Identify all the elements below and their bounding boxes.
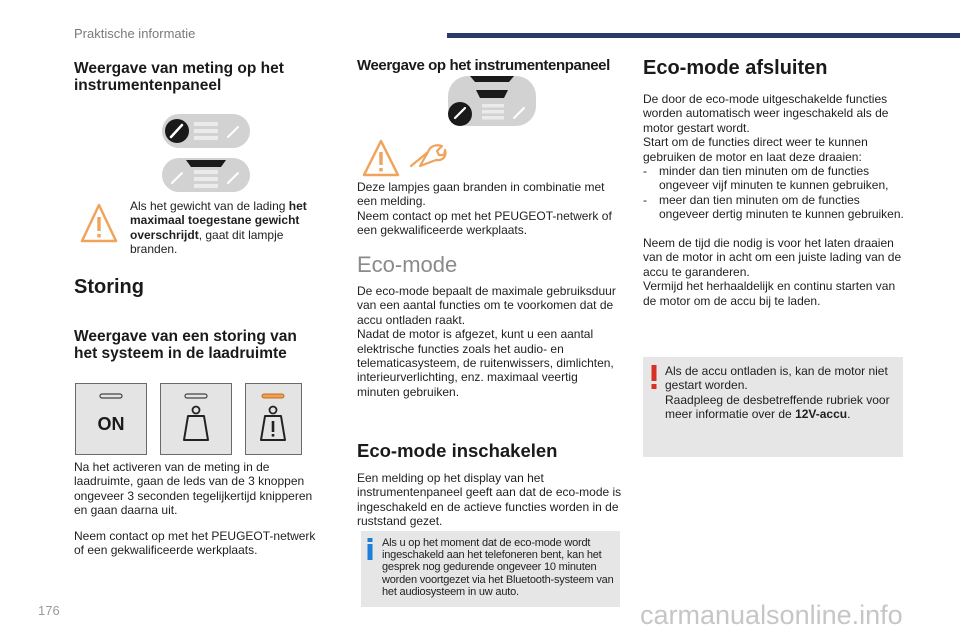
alert-icon <box>650 365 658 389</box>
afsluiten-list <box>643 164 905 222</box>
on-button-icon <box>75 383 147 455</box>
instrument-panel-alert-icon <box>446 74 538 128</box>
storing-title: Storing <box>74 276 144 298</box>
watermark: carmanualsonline.info <box>640 600 903 630</box>
eco-mode-inschakelen-para: Een melding op het display van het instrumentenpaneel geeft aan dat de eco-mode is ingeschakeld en de actieve functies worden in de ruststand gezet. <box>357 471 622 529</box>
section-title: Praktische informatie <box>74 26 196 41</box>
on-label: ON <box>97 414 125 434</box>
eco-mode-title: Eco-mode <box>357 252 458 277</box>
battery-note-text: Als de accu ontladen is, kan de motor niet gestart worden. Raadpleeg de desbetreffende rubriek voor meer informatie over de 12V-accu. <box>665 364 890 422</box>
heading-panel-display: Weergave op het instrumentenpaneel <box>357 57 610 74</box>
overload-warning-text: Als het gewicht van de lading het maximaal toegestane gewicht overschrijdt, gaat dit lampje branden. <box>130 199 307 257</box>
panel-para: Deze lampjes gaan branden in combinatie met een melding. Neem contact op met het PEUGEOT-netwerk of een gekwalificeerde werkplaats. <box>357 180 612 238</box>
wrench-icon <box>408 142 448 170</box>
eco-mode-para: De eco-mode bepaalt de maximale gebruiksduur van een aantal functies om te voorkomen dat de accu ontladen raakt. Nadat de motor is afgezet, kunt u een aantal elektrische functies zoals het audio- en telematicasysteem, de ruitenwissers, dimlichten, interieurverlichting, enz. maximaal veertig minuten gebruiken. <box>357 284 616 399</box>
eco-mode-afsluiten-title: Eco-mode afsluiten <box>643 57 828 79</box>
load-alert-button-icon <box>245 383 302 455</box>
afsluiten-para-2: Neem de tijd die nodig is voor het laten draaien van de motor in acht om een juiste lading van de accu te garanderen. Vermijd het herhaaldelijk en continu starten van de motor om de accu bij te laden. <box>643 236 902 308</box>
warning-icon <box>80 202 118 244</box>
instrument-panel-icon <box>160 112 252 196</box>
list-item: - meer dan tien minuten om de functies ongeveer dertig minuten te kunnen gebruiken. <box>643 192 904 222</box>
warning-icon <box>362 138 400 178</box>
info-note-text: Als u op het moment dat de eco-mode wordt ingeschakeld aan het telefoneren bent, kan het gesprek nog gedurende ongeveer 10 minuten worden voortgezet via het Bluetooth-systeem van het audiosysteem in uw auto. <box>382 537 614 598</box>
header-bar <box>447 33 960 38</box>
fault-para-2: Neem contact op met het PEUGEOT-netwerk of een gekwalificeerde werkplaats. <box>74 529 316 558</box>
load-weight-button-icon <box>160 383 232 455</box>
fault-para-1: Na het activeren van de meting in de laadruimte, gaan de leds van de 3 knoppen ongeveer 3 seconden tegelijkertijd knipperen en gaan daarna uit. <box>74 460 313 518</box>
heading-measurement-display: Weergave van meting op het instrumentenpaneel <box>74 60 284 94</box>
eco-mode-inschakelen-title: Eco-mode inschakelen <box>357 440 558 461</box>
afsluiten-para-1: De door de eco-mode uitgeschakelde functies worden automatisch weer ingeschakeld als de motor gestart wordt. Start om de functies direct weer te kunnen gebruiken de motor en laat deze draaien: <box>643 92 889 164</box>
heading-system-fault: Weergave van een storing van het systeem in de laadruimte <box>74 328 297 362</box>
list-item: - minder dan tien minuten om de functies ongeveer vijf minuten te kunnen gebruiken, <box>643 164 889 193</box>
page-number: 176 <box>38 603 60 618</box>
info-icon <box>366 538 374 560</box>
